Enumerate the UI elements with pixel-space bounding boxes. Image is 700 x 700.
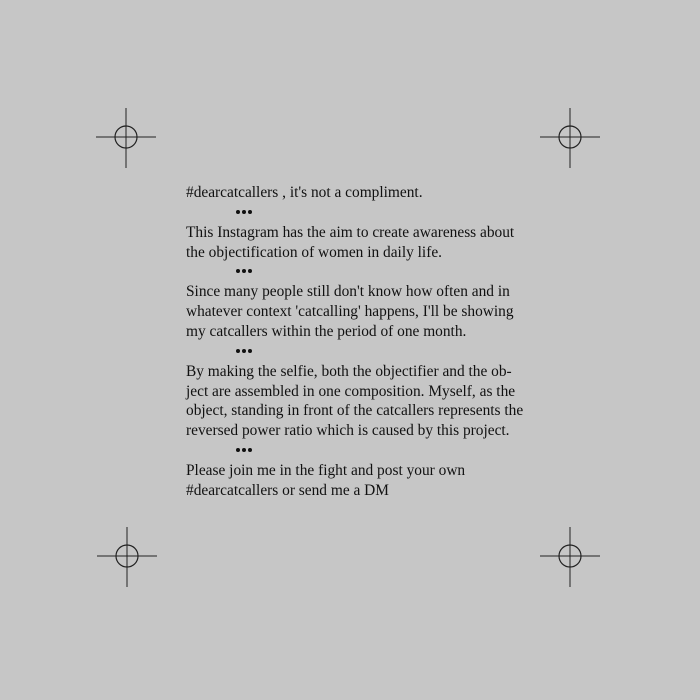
caption-paragraph-aim: This Instagram has the aim to create awareness about the objectification of women in daily life. (186, 223, 515, 261)
registration-mark-top-left-icon (96, 108, 156, 168)
caption-paragraph-hashtag: #dearcatcallers , it's not a compliment. (186, 184, 423, 201)
three-dot-separator-icon (186, 441, 556, 461)
three-dot-separator-icon (186, 342, 556, 362)
caption-paragraph-call-to-action: Please join me in the fight and post your own #dearcatcallers or send me a DM (186, 461, 466, 499)
caption-paragraph-selfie: By making the selfie, both the objectifier and the ob- ject are assembled in one composition. Myself, as the object, standing in front of the catcallers represents the reversed power ratio which is caused by this project. (186, 362, 524, 440)
three-dot-separator-icon (186, 203, 556, 223)
registration-mark-bottom-left-icon (97, 527, 157, 587)
registration-mark-top-right-icon (540, 108, 600, 168)
three-dot-separator-icon (186, 262, 556, 282)
registration-mark-bottom-right-icon (540, 527, 600, 587)
caption-paragraph-context: Since many people still don't know how often and in whatever context 'catcalling' happens, I'll be showing my catcallers within the period of one month. (186, 283, 514, 340)
caption-text-block (186, 183, 556, 501)
